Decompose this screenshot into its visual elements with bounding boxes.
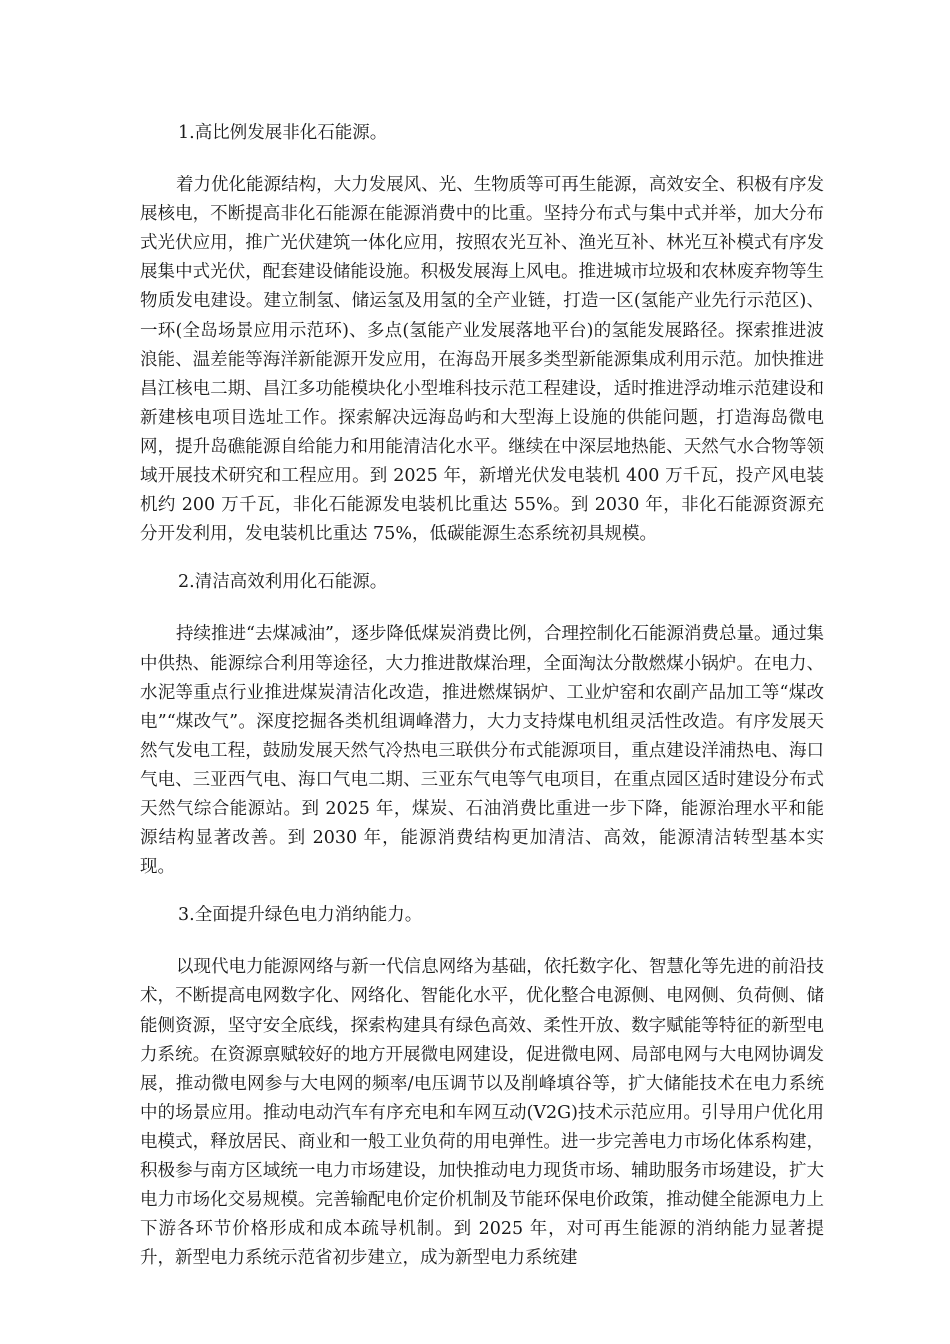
section-1-body: 着力优化能源结构，大力发展风、光、生物质等可再生能源，高效安全、积极有序发展核电，不断提高非化石能源在能源消费中的比重。坚持分布式与集中式并举，加大分布式光伏应用，推广光伏建筑一体化应用，按照农光互补、渔光互补、林光互补模式有序发展集中式光伏，配套建设储能设施。积极发展海上风电。推进城市垃圾和农林废弃物等生物质发电建设。建立制氢、储运氢及用氢的全产业链，打造一区(氢能产业先行示范区)、一环(全岛场景应用示范环)、多点(氢能产业发展落地平台)的氢能发展路径。探索推进波浪能、温差能等海洋新能源开发应用，在海岛开展多类型新能源集成利用示范。加快推进昌江核电二期、昌江多功能模块化小型堆科技示范工程建设，适时推进浮动堆示范建设和新建核电项目选址工作。探索解决远海岛屿和大型海上设施的供能问题，打造海岛微电网，提升岛礁能源自给能力和用能清洁化水平。继续在中深层地热能、天然气水合物等领域开展技术研究和工程应用。到 2025 年，新增光伏发电装机 400 万千瓦，投产风电装机约 200 万千瓦，非化石能源发电装机比重达 55%。到 2030 年，非化石能源资源充分开发利用，发电装机比重达 75%，低碳能源生态系统初具规模。: [140, 175, 824, 545]
spacer: [140, 930, 824, 953]
section-3-body: 以现代电力能源网络与新一代信息网络为基础，依托数字化、智慧化等先进的前沿技术，不断提高电网数字化、网络化、智能化水平，优化整合电源侧、电网侧、负荷侧、储能侧资源，坚守安全底线，探索构建具有绿色高效、柔性开放、数字赋能等特征的新型电力系统。在资源禀赋较好的地方开展微电网建设，促进微电网、局部电网与大电网协调发展，推动微电网参与大电网的频率/电压调节以及削峰填谷等，扩大储能技术在电力系统中的场景应用。推动电动汽车有序充电和车网互动(V2G)技术示范应用。引导用户优化用电模式，释放居民、商业和一般工业负荷的用电弹性。进一步完善电力市场化体系构建，积极参与南方区域统一电力市场建设，加快推动电力现货市场、辅助服务市场建设，扩大电力市场化交易规模。完善输配电价定价机制及节能环保电价政策，推动健全能源电力上下游各环节价格形成和成本疏导机制。到 2025 年，对可再生能源的消纳能力显著提升，新型电力系统示范省初步建立，成为新型电力系统建: [140, 957, 824, 1269]
section-1-heading: 1.高比例发展非化石能源。: [178, 123, 388, 143]
document-page: [140, 119, 824, 1273]
spacer: [140, 549, 824, 568]
section-2-heading: 2.清洁高效利用化石能源。: [178, 572, 388, 593]
spacer: [140, 148, 824, 171]
section-3-heading: 3.全面提升绿色电力消纳能力。: [178, 905, 423, 926]
spacer: [140, 882, 824, 901]
spacer: [140, 597, 824, 620]
section-2-body: 持续推进“去煤减油”，逐步降低煤炭消费比例，合理控制化石能源消费总量。通过集中供热、能源综合利用等途径，大力推进散煤治理，全面淘汰分散燃煤小锅炉。在电力、水泥等重点行业推进煤炭清洁化改造，推进燃煤锅炉、工业炉窑和农副产品加工等“煤改电”“煤改气”。深度挖掘各类机组调峰潜力，大力支持煤电机组灵活性改造。有序发展天然气发电工程，鼓励发展天然气冷热电三联供分布式能源项目，重点建设洋浦热电、海口气电、三亚西气电、海口气电二期、三亚东气电等气电项目，在重点园区适时建设分布式天然气综合能源站。到 2025 年，煤炭、石油消费比重进一步下降，能源治理水平和能源结构显著改善。到 2030 年，能源消费结构更加清洁、高效，能源清洁转型基本实现。: [140, 624, 824, 878]
